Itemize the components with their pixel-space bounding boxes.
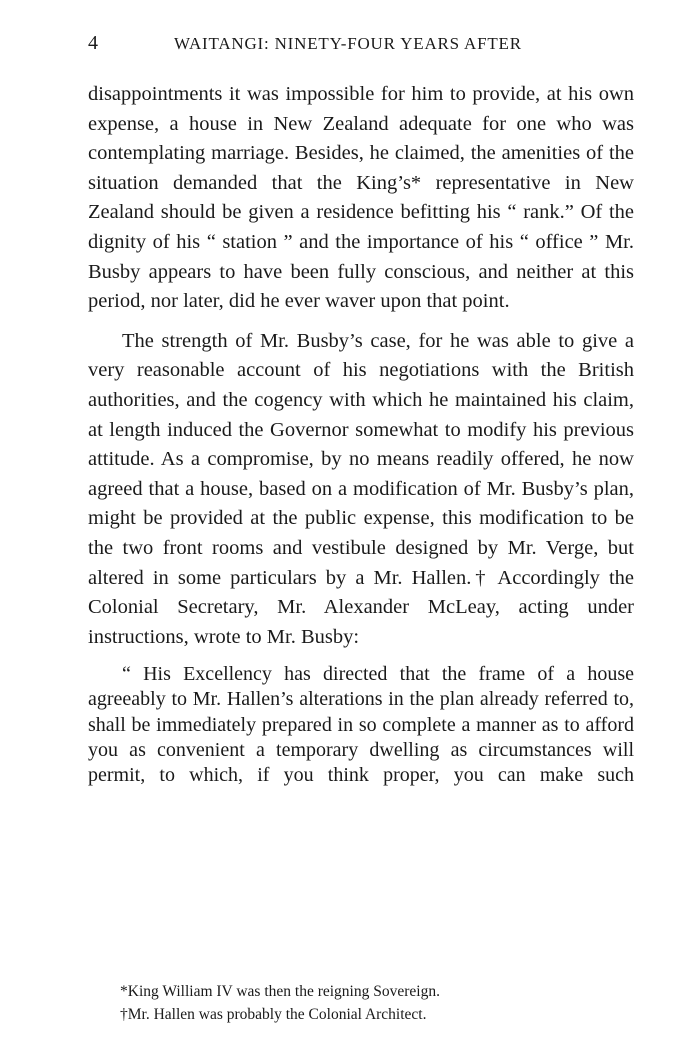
footnote: †Mr. Hallen was probably the Colonial Architect. [120, 1006, 427, 1023]
page-header [88, 32, 636, 58]
page-body [88, 80, 634, 788]
block-quote: “ His Excellency has directed that the frame of a house agreeably to Mr. Hallen’s alterations in the plan already referred to, shall be immediately prepared in so complete a manner as to afford you as convenient a temporary dwelling as circumstances will permit, to which, if you think proper, you can make such [88, 663, 634, 787]
paragraph-continued: disappointments it was impossible for him to provide, at his own expense, a house in New Zealand adequate for one who was contemplating marriage. Besides, he claimed, the amenities of the situation demanded that the King’s* representative in New Zealand should be given a residence befitting his “ rank.” Of the dignity of his “ station ” and the importance of his “ office ” Mr. Busby appears to have been fully conscious, and neither at this period, nor later, did he ever waver upon that point. [88, 83, 634, 313]
footnotes [120, 980, 620, 1026]
running-title: WAITANGI: NINETY-FOUR YEARS AFTER [174, 34, 522, 53]
footnote: *King William IV was then the reigning Sovereign. [120, 983, 440, 1000]
page-number: 4 [88, 32, 98, 54]
paragraph: The strength of Mr. Busby’s case, for he was able to give a very reasonable account of his negotiations with the British authorities, and the cogency with which he maintained his claim, at length induced the Governor somewhat to modify his previous attitude. As a compromise, by no means readily offered, he now agreed that a house, based on a modification of Mr. Busby’s plan, might be provided at the public expense, this modification to be the two front rooms and vestibule designed by Mr. Verge, but altered in some particulars by a Mr. Hallen.† Accordingly the Colonial Secretary, Mr. Alexander McLeay, acting under instructions, wrote to Mr. Busby: [88, 329, 634, 648]
